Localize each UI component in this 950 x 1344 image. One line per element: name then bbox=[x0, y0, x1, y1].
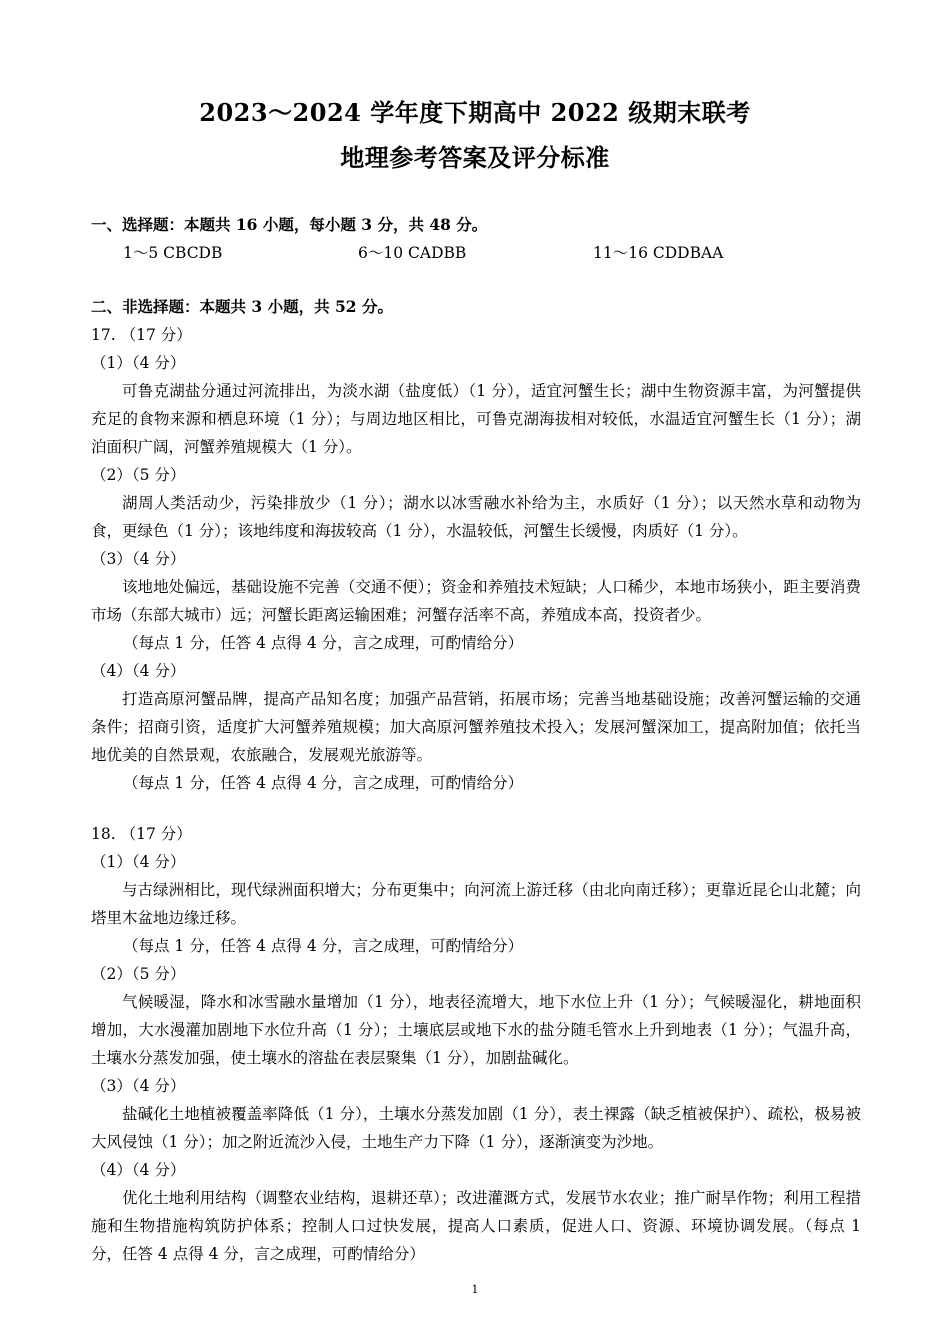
q17-part2-label: （2）（5 分） bbox=[91, 466, 186, 484]
q17-part3-answer: 该地地处偏远，基础设施不完善（交通不便）；资金和养殖技术短缺；人口稀少，本地市场狭小，距主要消费市场（东部大城市）远；河蟹长距离运输困难；河蟹存活率不高，养殖成本高，投资者少。 bbox=[91, 578, 861, 624]
q18-part1-label: （1）（4 分） bbox=[91, 853, 186, 871]
q17-part3-label: （3）（4 分） bbox=[91, 550, 186, 568]
section2-heading: 二、非选择题：本题共 3 小题，共 52 分。 bbox=[91, 297, 393, 316]
q17-part4-label: （4）（4 分） bbox=[91, 662, 186, 680]
q18-part2-label: （2）（5 分） bbox=[91, 965, 186, 983]
page-number: 1 bbox=[471, 1283, 479, 1296]
q17-part2-answer: 湖周人类活动少，污染排放少（1 分）；湖水以冰雪融水补给为主，水质好（1 分）；以天然水草和动物为食，更绿色（1 分）；该地纬度和海拔较高（1 分），水温较低，河蟹生长缓慢，肉质好（1 分）。 bbox=[91, 494, 861, 540]
answer-group-2: 6～10 CADBB bbox=[358, 244, 467, 262]
document-subtitle: 地理参考答案及评分标准 bbox=[340, 143, 610, 172]
q17-part3-note: （每点 1 分，任答 4 点得 4 分，言之成理，可酌情给分） bbox=[123, 634, 524, 652]
q18-part1-note: （每点 1 分，任答 4 点得 4 分，言之成理，可酌情给分） bbox=[123, 937, 524, 955]
q18-part3-answer: 盐碱化土地植被覆盖率降低（1 分），土壤水分蒸发加剧（1 分），表土裸露（缺乏植被保护）、疏松，极易被大风侵蚀（1 分）；加之附近流沙入侵，土地生产力下降（1 分），逐渐演变为沙地。 bbox=[91, 1105, 861, 1151]
section1-heading: 一、选择题：本题共 16 小题，每小题 3 分，共 48 分。 bbox=[91, 215, 488, 234]
q17-part4-answer: 打造高原河蟹品牌，提高产品知名度；加强产品营销，拓展市场；完善当地基础设施；改善河蟹运输的交通条件；招商引资，适度扩大河蟹养殖规模；加大高原河蟹养殖技术投入；发展河蟹深加工，提高附加值；依托当地优美的自然景观，农旅融合，发展观光旅游等。 bbox=[91, 690, 861, 764]
q18-part2-answer: 气候暖湿，降水和冰雪融水量增加（1 分），地表径流增大，地下水位上升（1 分）；气候暖湿化，耕地面积增加，大水漫灌加剧地下水位升高（1 分）；土壤底层或地下水的盐分随毛管水上升到地表（1 分）；气温升高，土壤水分蒸发加强，使土壤水的溶盐在表层聚集（1 分），加剧盐碱化。 bbox=[91, 993, 861, 1067]
q17-part4-note: （每点 1 分，任答 4 点得 4 分，言之成理，可酌情给分） bbox=[123, 774, 524, 792]
q17-part1-answer: 可鲁克湖盐分通过河流排出，为淡水湖（盐度低）（1 分），适宜河蟹生长；湖中生物资源丰富，为河蟹提供充足的食物来源和栖息环境（1 分）；与周边地区相比，可鲁克湖海拔相对较低，水温适宜河蟹生长（1 分）；湖泊面积广阔，河蟹养殖规模大（1 分）。 bbox=[91, 382, 861, 456]
q18-label: 18. （17 分） bbox=[91, 825, 192, 843]
document-title: 2023～2024 学年度下期高中 2022 级期末联考 bbox=[199, 98, 751, 127]
q18-part1-answer: 与古绿洲相比，现代绿洲面积增大；分布更集中；向河流上游迁移（由北向南迁移）；更靠近昆仑山北麓；向塔里木盆地边缘迁移。 bbox=[91, 881, 861, 927]
q18-part4-answer: 优化土地利用结构（调整农业结构，退耕还草）；改进灌溉方式，发展节水农业；推广耐旱作物；利用工程措施和生物措施构筑防护体系；控制人口过快发展，提高人口素质，促进人口、资源、环境协调发展。（每点 1 分，任答 4 点得 4 分，言之成理，可酌情给分） bbox=[91, 1189, 861, 1263]
q18-part4-label: （4）（4 分） bbox=[91, 1161, 186, 1179]
q18-part3-label: （3）（4 分） bbox=[91, 1077, 186, 1095]
q17-part1-label: （1）（4 分） bbox=[91, 354, 186, 372]
q17-label: 17. （17 分） bbox=[91, 326, 192, 344]
answer-group-1: 1～5 CBCDB bbox=[123, 244, 223, 262]
answer-group-3: 11～16 CDDBAA bbox=[593, 244, 724, 262]
